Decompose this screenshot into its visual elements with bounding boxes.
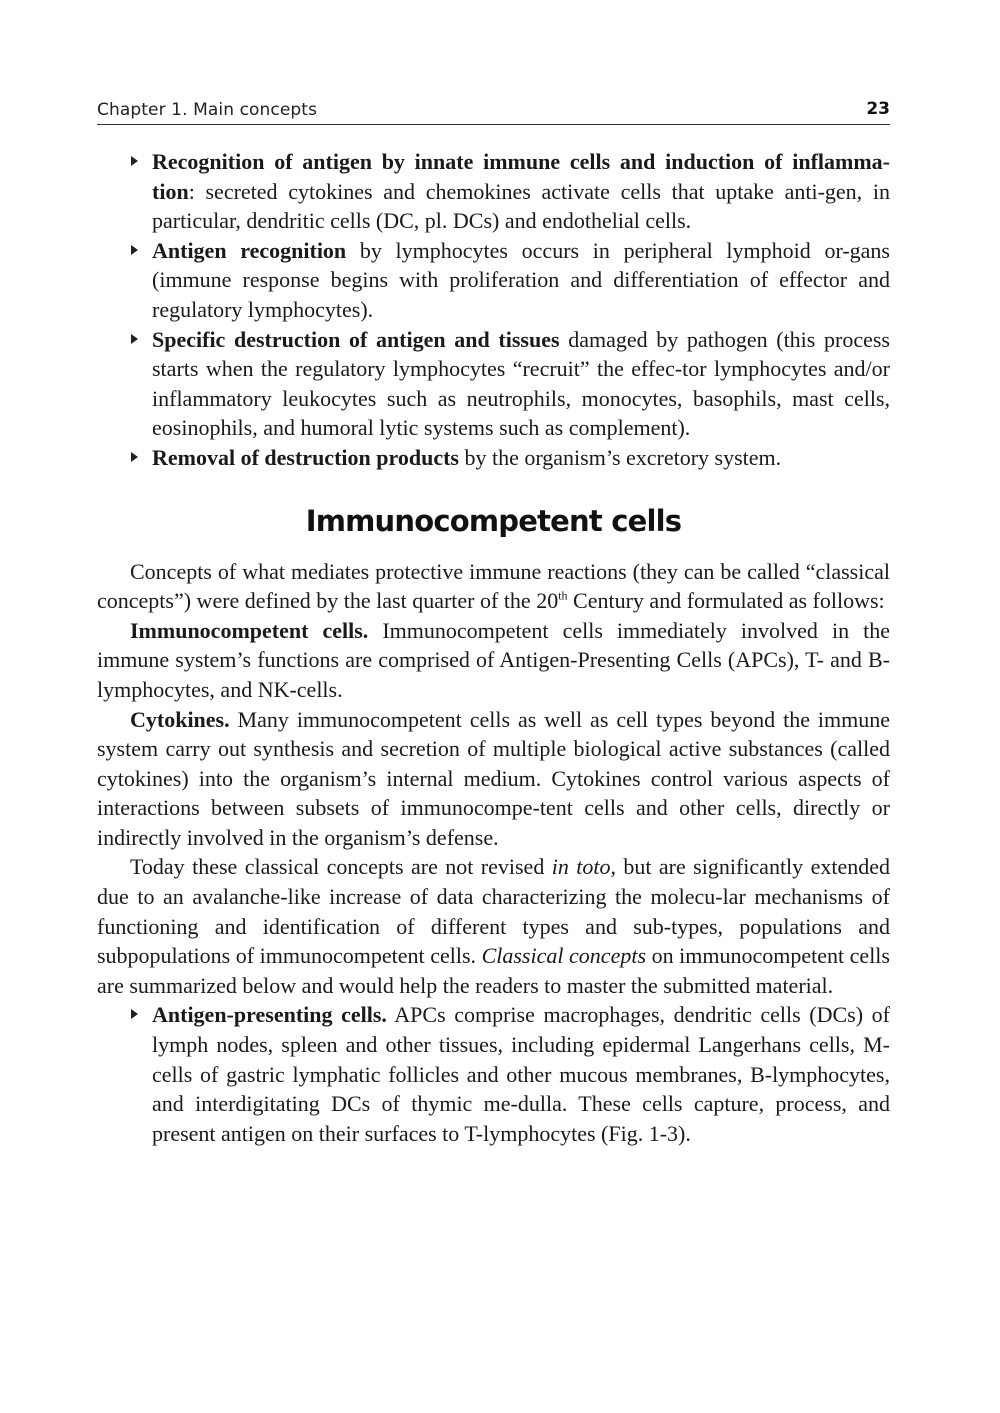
paragraph-text: Century and formulated as follows:: [567, 588, 885, 614]
paragraph-text: Concepts of what mediates protective immune reactions (they can be called “classical concepts”) were defined by the last quarter of the 20: [97, 558, 890, 614]
list-item: [97, 1000, 890, 1148]
italic-text: in toto: [551, 854, 611, 880]
list-item: [97, 325, 890, 443]
list-item-lead: Antigen-presenting cells.: [152, 1002, 387, 1028]
running-header: [97, 98, 890, 125]
paragraph-text: Many immunocompetent cells as well as cell types beyond the immune system carry out synthesis and secretion of multiple biological active substances (called cytokines) into the organism’s internal medium. Cytokines control various aspects of interactions between subsets of immunocompe-tent cells and other cells, directly or indirectly involved in the organism’s defense.: [97, 706, 890, 850]
paragraph-lead: Cytokines.: [130, 706, 230, 732]
list-item: [97, 147, 890, 236]
superscript: th: [558, 588, 568, 603]
paragraph-text: on immunocompetent cells are summarized below and would help the readers to master the submitted material.: [97, 943, 890, 998]
paragraph-immunocompetent-cells: [97, 616, 890, 705]
list-item: [97, 443, 890, 473]
triangle-bullet-icon: [131, 245, 138, 255]
page-number: 23: [866, 99, 890, 119]
body-text: [97, 147, 890, 1148]
paragraph-classical-concepts: [97, 557, 890, 616]
paragraph-cytokines: [97, 705, 890, 853]
triangle-bullet-icon: [131, 1009, 138, 1019]
bullet-list-top: [97, 147, 890, 473]
list-item-text: APCs comprise macrophages, dendritic cells (DCs) of lymph nodes, spleen and other tissues, including epidermal Langerhans cells, M-cells of gastric lymphatic follicles and other mucous membranes, B-lymphocytes, and interdigitating DCs of thymic me-dulla. These cells capture, process, and present antigen on their surfaces to T-lymphocytes (Fig. 1-3).: [152, 1002, 890, 1146]
list-item-lead: Specific destruction of antigen and tissues: [152, 326, 560, 352]
triangle-bullet-icon: [131, 334, 138, 344]
paragraph-text: , but are significantly extended due to an avalanche-like increase of data characterizing the molecu-lar mechanisms of functioning and identification of different types and sub-types, populations and subpopulations of immunocompetent cells.: [97, 854, 890, 969]
list-item-text: damaged by pathogen (this process starts when the regulatory lymphocytes “recruit” the effec-tor lymphocytes and/or inflammatory leukocytes such as neutrophils, monocytes, basophils, mast cells, eosinophils, and humoral lytic systems such as complement).: [152, 326, 890, 441]
list-item-lead: Recognition of antigen by innate immune cells and induction of inflamma-tion: [152, 149, 890, 204]
chapter-title: Chapter 1. Main concepts: [97, 100, 318, 120]
list-item-text: by lymphocytes occurs in peripheral lymphoid or-gans (immune response begins with proliferation and differentiation of effector and regulatory lymphocytes).: [152, 237, 890, 322]
paragraph-today: [97, 852, 890, 1000]
list-item-text: by the organism’s excretory system.: [458, 444, 782, 470]
list-item-text: : secreted cytokines and chemokines activate cells that uptake anti-gen, in particular, dendritic cells (DC, pl. DCs) and endothelial cells.: [152, 178, 890, 234]
section-heading: Immunocompetent cells: [305, 503, 682, 538]
bullet-list-bottom: [97, 1000, 890, 1148]
triangle-bullet-icon: [131, 452, 138, 462]
italic-text: Classical concepts: [481, 943, 647, 969]
triangle-bullet-icon: [131, 156, 138, 166]
paragraph-lead: Immunocompetent cells.: [130, 617, 369, 643]
list-item-lead: Removal of destruction products: [152, 444, 459, 470]
list-item: [97, 236, 890, 325]
paragraph-text: Immunocompetent cells immediately involved in the immune system’s functions are comprised of Antigen-Presenting Cells (APCs), T- and B-lymphocytes, and NK-cells.: [97, 617, 890, 702]
list-item-lead: Antigen recognition: [152, 237, 347, 263]
paragraph-text: Today these classical concepts are not revised: [130, 854, 552, 880]
